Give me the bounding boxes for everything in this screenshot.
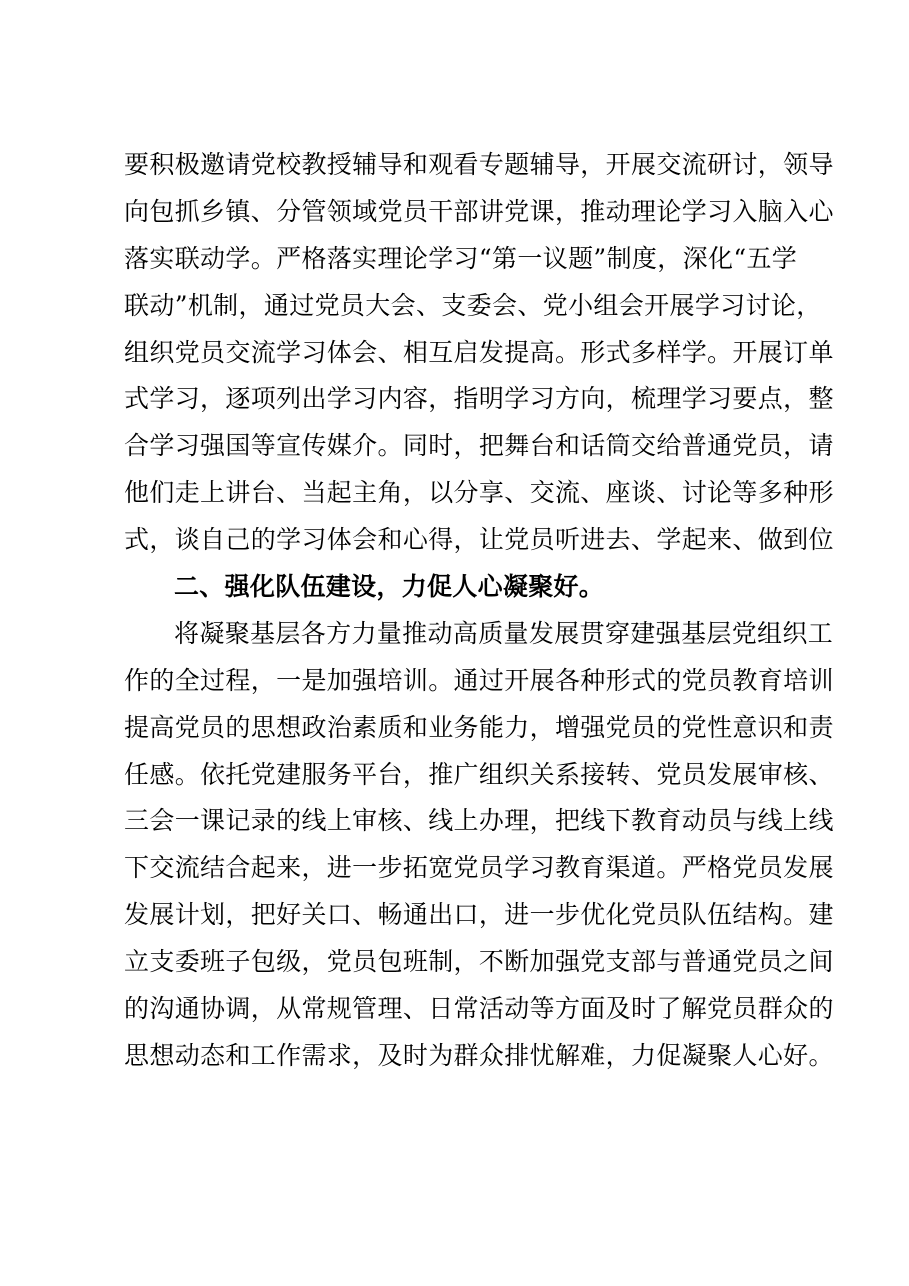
text-line: 立支委班子包级，党员包班制，不断加强党支部与普通党员之间 [124, 947, 834, 977]
text-line: 三会一课记录的线上审核、线上办理，把线下教育动员与线上线 [124, 806, 834, 836]
paragraph-team-building [124, 611, 834, 1080]
text-line: 发展计划，把好关口、畅通出口，进一步优化党员队伍结构。建 [124, 900, 834, 930]
text-line: 联动”机制，通过党员大会、支委会、党小组会开展学习讨论， [124, 290, 822, 320]
text-line: 任感。依托党建服务平台，推广组织关系接转、党员发展审核、 [124, 759, 834, 789]
text-line: 下交流结合起来，进一步拓宽党员学习教育渠道。严格党员发展 [124, 853, 834, 883]
text-line: 要积极邀请党校教授辅导和观看专题辅导，开展交流研讨，领导 [124, 150, 834, 179]
text-line: 将凝聚基层各方力量推动高质量发展贯穿建强基层党组织工 [174, 618, 834, 648]
text-line: 落实联动学。严格落实理论学习“第一议题”制度，深化“五学 [124, 243, 798, 273]
text-line: 合学习强国等宣传媒介。同时，把舞台和话筒交给普通党员，请 [124, 431, 834, 461]
text-line: 向包抓乡镇、分管领域党员干部讲党课，推动理论学习入脑入心 [124, 196, 834, 226]
text-line: 他们走上讲台、当起主角，以分享、交流、座谈、讨论等多种形 [124, 478, 834, 508]
text-line: 式学习，逐项列出学习内容，指明学习方向，梳理学习要点，整 [124, 384, 834, 414]
text-line: 思想动态和工作需求，及时为群众排忧解难，力促凝聚人心好。 [124, 1040, 834, 1070]
text-line: 组织党员交流学习体会、相互启发提高。形式多样学。开展订单 [124, 337, 834, 367]
text-line: 的沟通协调，从常规管理、日常活动等方面及时了解党员群众的 [124, 994, 834, 1024]
text-line: 式，谈自己的学习体会和心得，让党员听进去、学起来、做到位 [124, 525, 834, 555]
text-line: 提高党员的思想政治素质和业务能力，增强党员的党性意识和责 [124, 712, 834, 742]
text-line: 作的全过程，一是加强培训。通过开展各种形式的党员教育培训 [124, 665, 834, 695]
document-body [124, 142, 834, 1080]
section-heading: 二、强化队伍建设，力促人心凝聚好。 [174, 572, 605, 602]
paragraph-study-methods [124, 142, 834, 564]
